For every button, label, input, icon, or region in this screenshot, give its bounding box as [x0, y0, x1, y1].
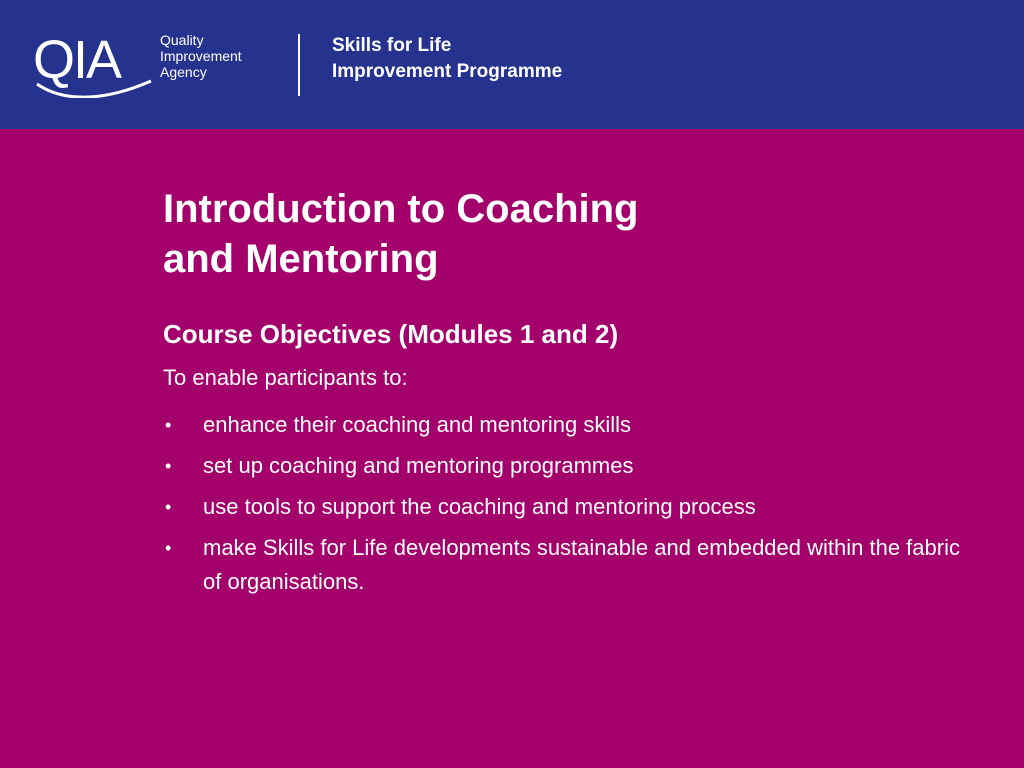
- title-line-1: Introduction to Coaching: [163, 187, 639, 231]
- qia-logo: [33, 26, 158, 98]
- slide-subtitle: Course Objectives (Modules 1 and 2): [163, 319, 619, 349]
- list-item-text: make Skills for Life developments sustainable and embedded within the fabric of organisations.: [203, 535, 960, 594]
- list-item: [163, 490, 963, 524]
- programme-line-2: Improvement Programme: [332, 61, 563, 82]
- bullet-icon: •: [165, 415, 172, 435]
- bullet-icon: •: [165, 456, 172, 476]
- agency-name: [160, 32, 242, 80]
- bullet-icon: •: [165, 538, 172, 558]
- objectives-list: [163, 408, 963, 599]
- list-item: [163, 531, 963, 599]
- intro-text: To enable participants to:: [163, 365, 408, 390]
- list-item: [163, 408, 963, 442]
- slide-title: [163, 184, 963, 284]
- header-divider: [298, 34, 300, 96]
- header-banner: [0, 0, 1024, 129]
- programme-name: [332, 33, 562, 85]
- slide-content: [163, 184, 963, 606]
- list-item-text: enhance their coaching and mentoring skills: [203, 412, 632, 437]
- agency-line-1: Quality: [160, 32, 204, 48]
- title-line-2: and Mentoring: [163, 237, 439, 281]
- list-item-text: use tools to support the coaching and mentoring process: [203, 494, 756, 519]
- agency-line-2: Improvement: [160, 48, 242, 64]
- agency-line-3: Agency: [160, 64, 207, 80]
- list-item-text: set up coaching and mentoring programmes: [203, 453, 634, 478]
- list-item: [163, 449, 963, 483]
- bullet-icon: •: [165, 497, 172, 517]
- logo-text: QIA: [33, 30, 121, 90]
- programme-line-1: Skills for Life: [332, 35, 452, 56]
